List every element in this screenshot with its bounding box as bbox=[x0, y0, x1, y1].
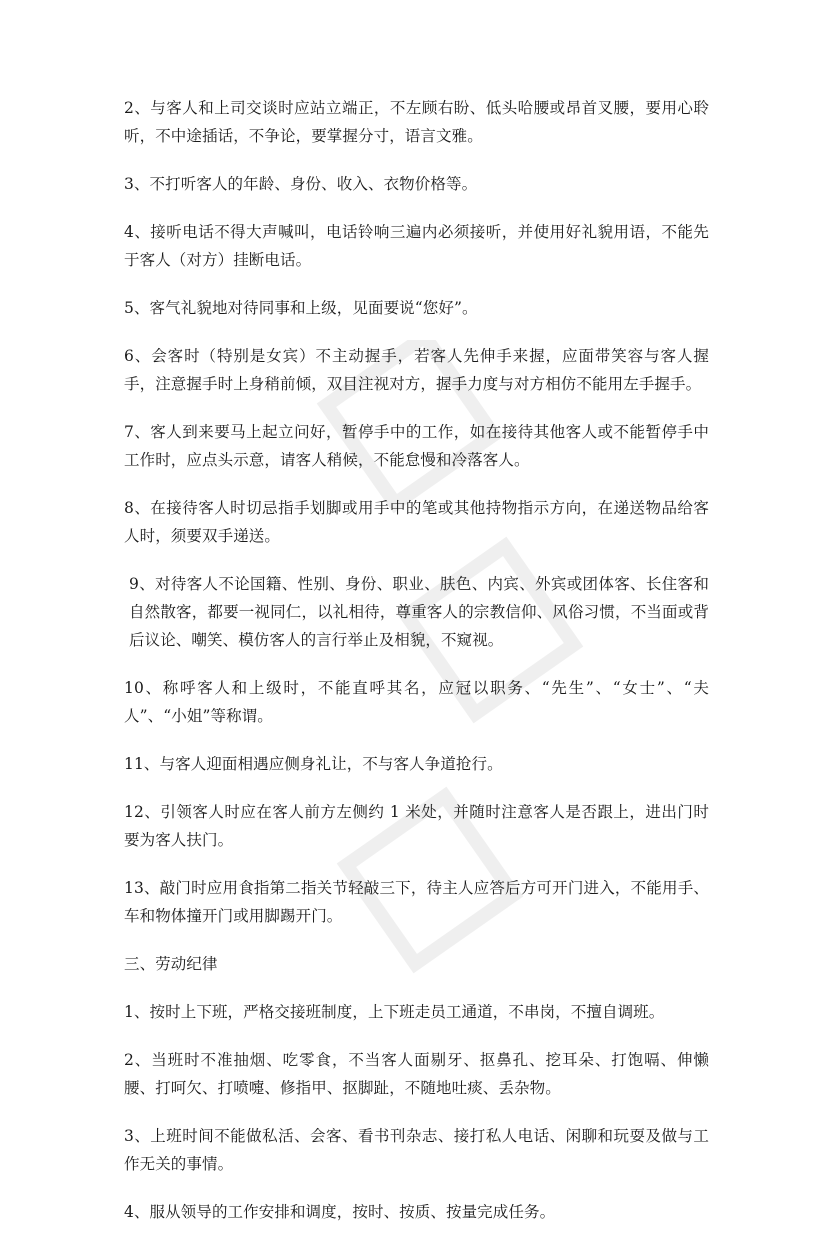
rule-item-3: 3、上班时间不能做私活、会客、看书刊杂志、接打私人电话、闲聊和玩耍及做与工作无关的事情。 bbox=[124, 1127, 709, 1173]
paragraph-item-13: 13、敲门时应用食指第二指关节轻敲三下，待主人应答后方可开门进入，不能用手、车和物体撞开门或用脚踢开门。 bbox=[124, 879, 709, 925]
rule-item-1: 1、按时上下班，严格交接班制度，上下班走员工通道，不串岗，不擅自调班。 bbox=[124, 1003, 665, 1021]
paragraph-item-4: 4、接听电话不得大声喊叫，电话铃响三遍内必须接听，并使用好礼貌用语，不能先于客人（对方）挂断电话。 bbox=[124, 223, 709, 269]
paragraph-item-9: 9、对待客人不论国籍、性别、身份、职业、肤色、内宾、外宾或团体客、长住客和自然散客，都要一视同仁，以礼相待，尊重客人的宗教信仰、风俗习惯，不当面或背后议论、嘲笑、模仿客人的言行举止及相貌，不窥视。 bbox=[129, 575, 709, 649]
rule-item-4: 4、服从领导的工作安排和调度，按时、按质、按量完成任务。 bbox=[124, 1203, 556, 1221]
rule-item-2: 2、当班时不准抽烟、吃零食，不当客人面剔牙、抠鼻孔、挖耳朵、打饱嗝、伸懒腰、打呵欠、打喷嚏、修指甲、抠脚趾，不随地吐痰、丢杂物。 bbox=[124, 1051, 709, 1097]
paragraph-item-8: 8、在接待客人时切忌指手划脚或用手中的笔或其他持物指示方向，在递送物品给客人时，须要双手递送。 bbox=[124, 499, 709, 545]
paragraph-item-3: 3、不打听客人的年龄、身份、收入、衣物价格等。 bbox=[124, 175, 478, 193]
document-page bbox=[124, 94, 709, 1246]
paragraph-item-12: 12、引领客人时应在客人前方左侧约 1 米处，并随时注意客人是否跟上，进出门时要为客人扶门。 bbox=[124, 803, 709, 849]
paragraph-item-5: 5、客气礼貌地对待同事和上级，见面要说“您好”。 bbox=[124, 299, 478, 317]
section-heading-labor-discipline: 三、劳动纪律 bbox=[124, 955, 218, 973]
paragraph-item-2: 2、与客人和上司交谈时应站立端正，不左顾右盼、低头哈腰或昂首叉腰，要用心聆听，不中途插话，不争论，要掌握分寸，语言文雅。 bbox=[124, 99, 709, 145]
paragraph-item-6: 6、会客时（特别是女宾）不主动握手，若客人先伸手来握，应面带笑容与客人握手，注意握手时上身稍前倾，双目注视对方，握手力度与对方相仿不能用左手握手。 bbox=[124, 347, 709, 393]
paragraph-item-10: 10、称呼客人和上级时，不能直呼其名，应冠以职务、“先生”、“女士”、“夫人”、“小姐”等称谓。 bbox=[124, 679, 709, 725]
paragraph-item-7: 7、客人到来要马上起立问好，暂停手中的工作，如在接待其他客人或不能暂停手中工作时，应点头示意，请客人稍候，不能怠慢和冷落客人。 bbox=[124, 423, 709, 469]
paragraph-item-11: 11、与客人迎面相遇应侧身礼让，不与客人争道抢行。 bbox=[124, 755, 503, 773]
